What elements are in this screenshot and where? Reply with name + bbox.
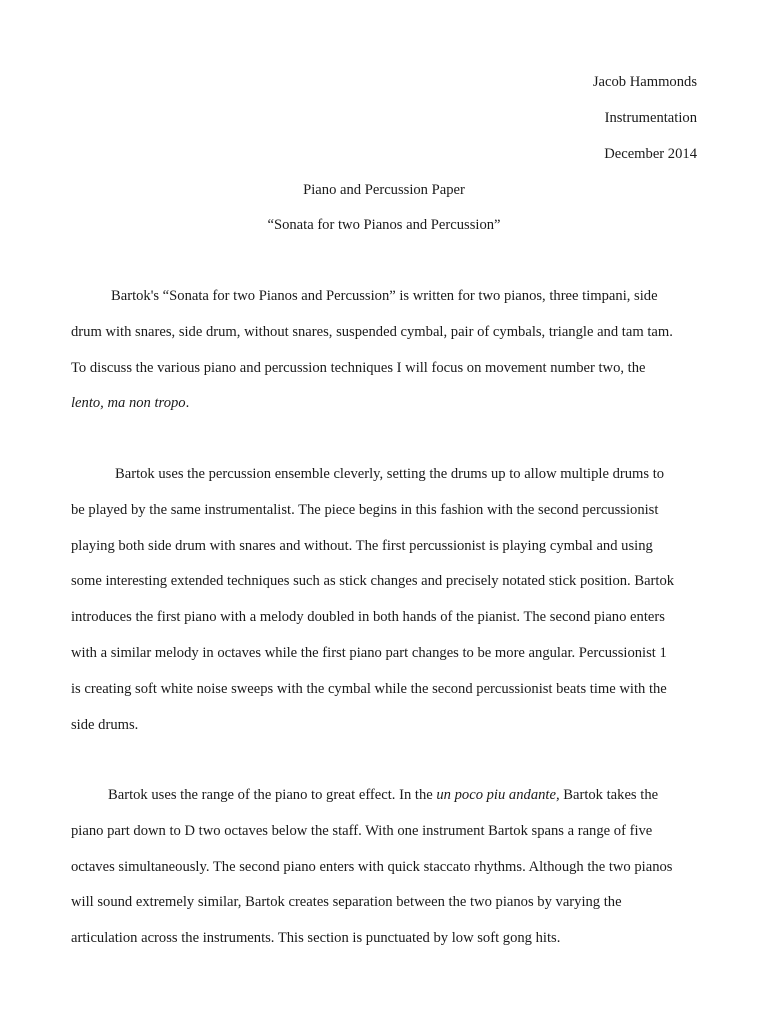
paragraph-line: octaves simultaneously. The second piano enters with quick staccato rhythms. Although the two pianos <box>71 858 673 875</box>
paragraph-line: Bartok uses the percussion ensemble cleverly, setting the drums up to allow multiple drums to <box>115 466 665 482</box>
punctuation: . <box>185 395 190 412</box>
paragraph-3 <box>71 778 697 957</box>
text-run: Bartok uses the range of the piano to great effect. In the <box>108 787 437 803</box>
paragraph-line <box>71 386 697 422</box>
paper-date: December 2014 <box>604 146 697 162</box>
paragraph-line <box>71 778 697 814</box>
paragraph-line: side drums. <box>71 716 139 733</box>
paragraph-line: will sound extremely similar, Bartok creates separation between the two pianos by varying the <box>71 894 622 911</box>
paragraph-line: playing both side drum with snares and without. The first percussionist is playing cymbal and using <box>71 537 653 554</box>
paragraph-line: with a similar melody in octaves while the first piano part changes to be more angular. Percussionist 1 <box>71 644 667 661</box>
paragraph-line: drum with snares, side drum, without snares, suspended cymbal, pair of cymbals, triangle and tam tam. <box>71 323 673 340</box>
paragraph-line: introduces the first piano with a melody doubled in both hands of the pianist. The second piano enters <box>71 609 665 626</box>
paragraph-1 <box>71 279 697 422</box>
italic-movement-name: lento, ma non tropo <box>71 395 186 412</box>
paper-subtitle: “Sonata for two Pianos and Percussion” <box>267 217 501 233</box>
italic-tempo-marking: un poco piu andante, <box>436 787 560 803</box>
paragraph-line: is creating soft white noise sweeps with the cymbal while the second percussionist beats time with the <box>71 680 667 697</box>
author-name: Jacob Hammonds <box>592 74 697 90</box>
paper-title: Piano and Percussion Paper <box>303 182 465 198</box>
paragraph-line: piano part down to D two octaves below the staff. With one instrument Bartok spans a range of five <box>71 822 653 839</box>
text-run: Bartok takes the <box>559 787 659 803</box>
paragraph-line: articulation across the instruments. This section is punctuated by low soft gong hits. <box>71 930 561 947</box>
paragraph-2 <box>71 457 697 743</box>
paragraph-line: Bartok's “Sonata for two Pianos and Percussion” is written for two pianos, three timpani, side <box>111 288 658 304</box>
paragraph-line: To discuss the various piano and percussion techniques I will focus on movement number two, the <box>71 359 646 376</box>
paragraph-line: be played by the same instrumentalist. The piece begins in this fashion with the second percussionist <box>71 501 659 518</box>
paragraph-line: some interesting extended techniques such as stick changes and precisely notated stick position. Bartok <box>71 573 675 590</box>
course-name: Instrumentation <box>604 110 697 126</box>
